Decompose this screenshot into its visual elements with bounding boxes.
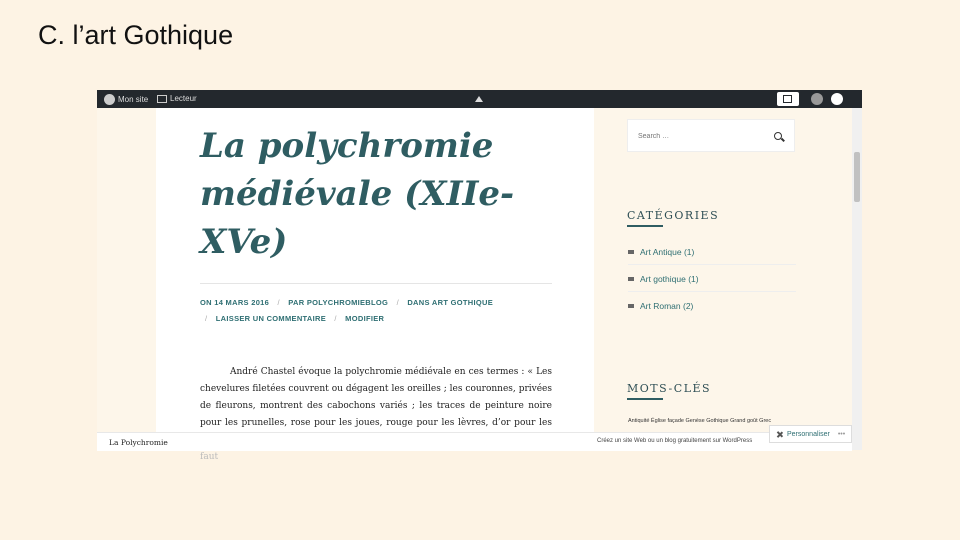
my-site-link[interactable] bbox=[104, 94, 148, 105]
write-post-button[interactable] bbox=[777, 92, 799, 106]
category-label: Art Antique (1) bbox=[640, 247, 695, 257]
left-margin bbox=[97, 108, 156, 450]
category-divider bbox=[628, 291, 796, 292]
tags-underline bbox=[627, 398, 663, 400]
tags-title: MOTS-CLÉS bbox=[627, 382, 712, 395]
post-meta-line1: ON 14 MARS 2016 / PAR POLYCHROMIEBLOG / DANS ART GOTHIQUE bbox=[200, 298, 493, 307]
category-label: Art gothique (1) bbox=[640, 274, 699, 284]
folder-icon bbox=[628, 304, 634, 308]
edit-link[interactable]: MODIFIER bbox=[345, 314, 385, 323]
post-meta-line2: / LAISSER UN COMMENTAIRE / MODIFIER bbox=[205, 314, 385, 323]
folder-icon bbox=[628, 277, 634, 281]
category-item[interactable] bbox=[628, 247, 694, 257]
scrollbar-thumb[interactable] bbox=[854, 152, 860, 202]
footer-credit[interactable]: Créez un site Web ou un blog gratuitement sur WordPress bbox=[597, 438, 753, 444]
title-divider bbox=[200, 283, 552, 284]
footer-bar bbox=[97, 432, 852, 451]
search-box bbox=[627, 119, 795, 152]
wordpress-icon bbox=[104, 94, 115, 105]
collapse-icon[interactable] bbox=[475, 94, 483, 102]
search-input[interactable] bbox=[638, 133, 758, 140]
categories-underline bbox=[627, 225, 663, 227]
more-icon[interactable]: ••• bbox=[837, 430, 846, 438]
footer-site-title[interactable]: La Polychromie bbox=[109, 438, 168, 447]
leave-comment-link[interactable]: LAISSER UN COMMENTAIRE bbox=[215, 314, 326, 323]
post-date[interactable]: ON 14 MARS 2016 bbox=[200, 298, 270, 307]
search-icon[interactable] bbox=[774, 132, 782, 140]
notifications-icon[interactable] bbox=[831, 93, 843, 105]
customize-button[interactable] bbox=[769, 425, 852, 443]
category-divider bbox=[628, 264, 796, 265]
customize-label: Personnaliser bbox=[787, 430, 830, 438]
categories-title: CATÉGORIES bbox=[627, 209, 720, 222]
reader-icon bbox=[157, 95, 167, 103]
admin-bar bbox=[97, 90, 862, 108]
reader-label: Lecteur bbox=[170, 94, 197, 103]
category-item[interactable] bbox=[628, 301, 693, 311]
post-body-text: André Chastel évoque la polychromie médiévale en ces termes : « Les chevelures filetées couvrent ou dégagent les oreilles ; les couronnes, privées de fleurons, montrent des cabochons variés ; les traces de peinture noire pour les prunelles, rose pour les joues, rouge pour les lèvres, d’or pour les bbox=[200, 367, 552, 428]
browser-screenshot bbox=[97, 90, 862, 462]
post-body-faded: faut bbox=[200, 452, 219, 462]
post-title[interactable]: La polychromie médiévale (XIIe-XVe) bbox=[200, 126, 515, 262]
reader-link[interactable] bbox=[157, 94, 197, 103]
post-category[interactable]: DANS ART GOTHIQUE bbox=[407, 298, 493, 307]
category-label: Art Roman (2) bbox=[640, 301, 694, 311]
post-author[interactable]: PAR POLYCHROMIEBLOG bbox=[288, 298, 389, 307]
tools-icon bbox=[776, 431, 783, 438]
scrollbar[interactable] bbox=[852, 108, 862, 450]
my-site-label: Mon site bbox=[118, 95, 149, 104]
folder-icon bbox=[628, 250, 634, 254]
category-item[interactable] bbox=[628, 274, 699, 284]
slide-title: C. l’art Gothique bbox=[38, 20, 234, 50]
avatar[interactable] bbox=[811, 93, 823, 105]
tag-cloud[interactable]: Antiquité Église façade Genèse Gothique Grand goût Grec bbox=[628, 418, 772, 424]
